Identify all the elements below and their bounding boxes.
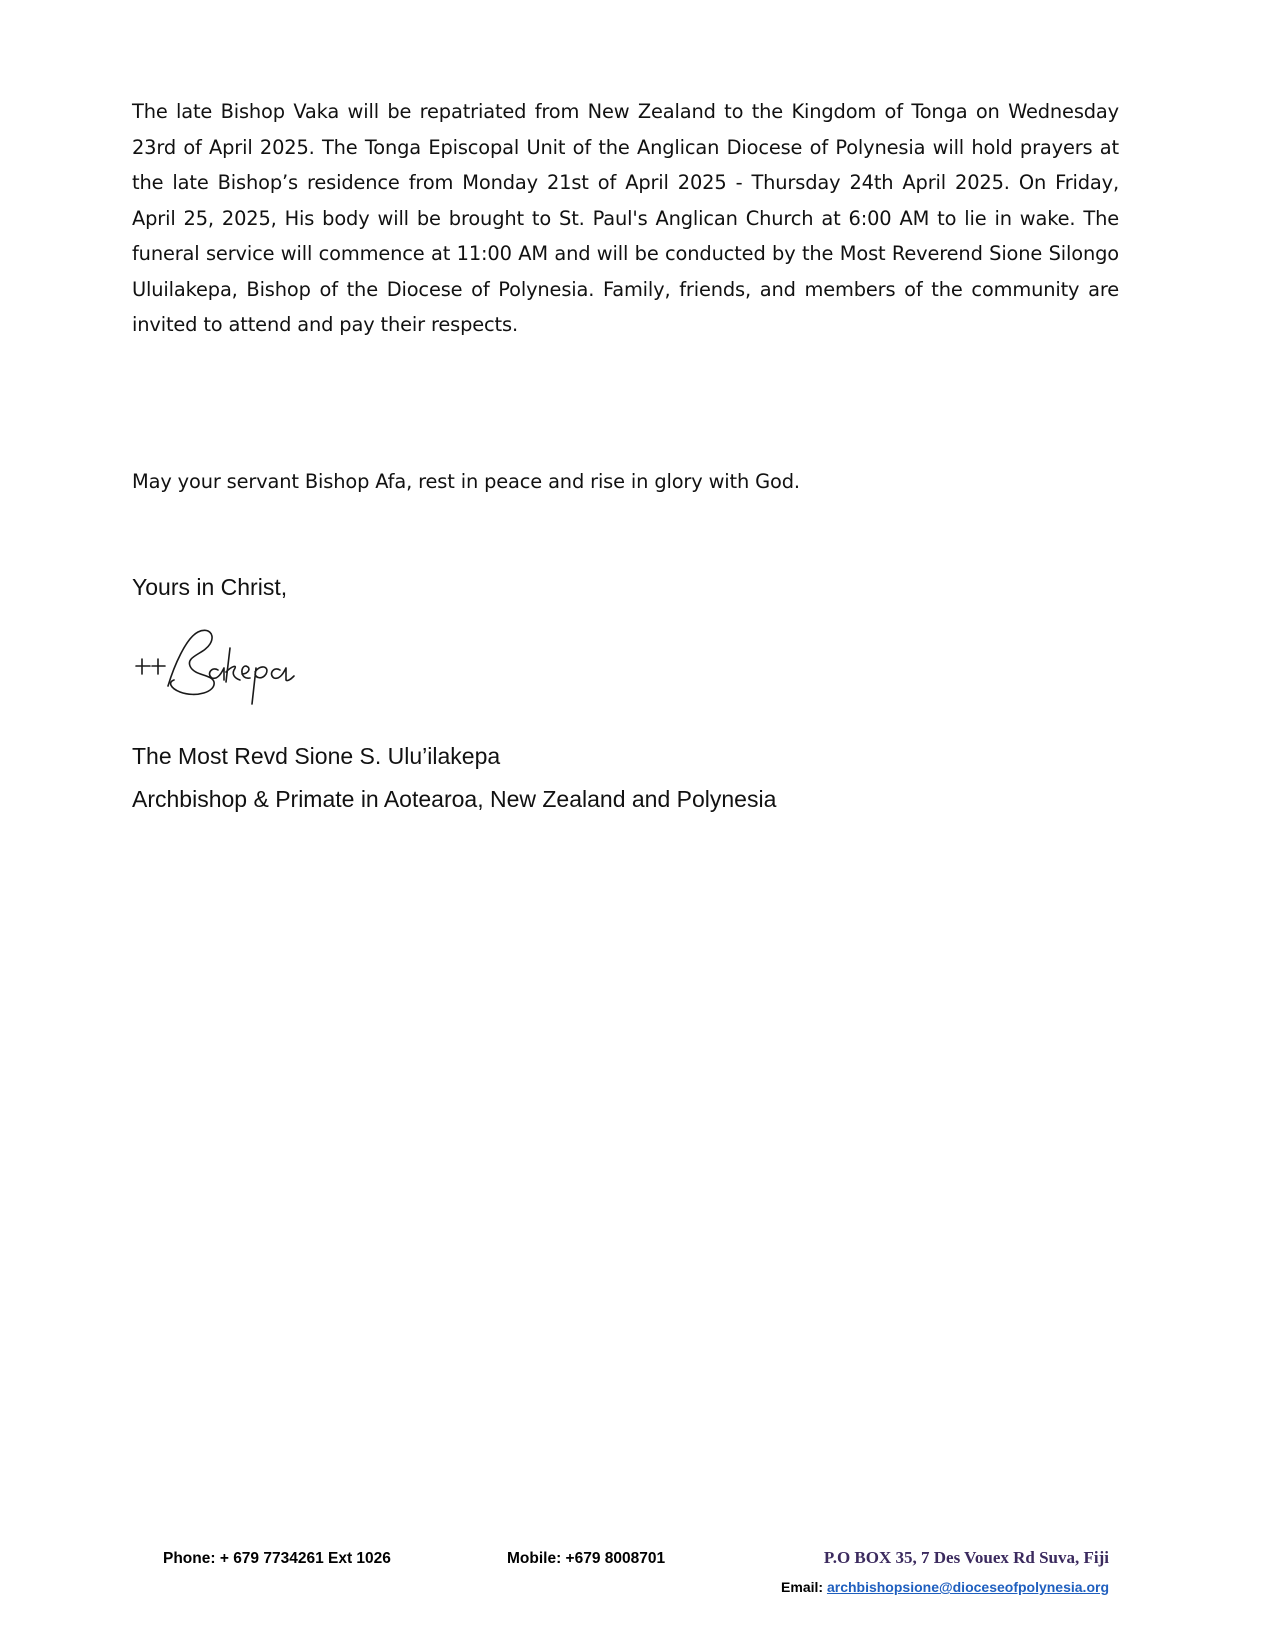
closing-salutation: Yours in Christ, bbox=[132, 574, 288, 600]
footer-phone: Phone: + 679 7734261 Ext 1026 bbox=[163, 1550, 391, 1567]
footer-address: P.O BOX 35, 7 Des Vouex Rd Suva, Fiji bbox=[823, 1548, 1109, 1567]
letter-body-paragraph: The late Bishop Vaka will be repatriated from New Zealand to the Kingdom of Tonga on Wednesday 23rd of April 2025. The Tonga Episcopal Unit of the Anglican Diocese of Polynesia will hold prayers at the late Bishop’s residence from Monday 21st of April 2025 - Thursday 24th April 2025. On Friday, April 25, 2025, His body will be brought to St. Paul's Anglican Church at 6:00 AM to lie in wake. The funeral service will commence at 11:00 AM and will be conducted by the Most Reverend Sione Silongo Uluilakepa, Bishop of the Diocese of Polynesia. Family, friends, and members of the community are invited to attend and pay their respects. bbox=[132, 100, 1119, 336]
handwritten-signature bbox=[134, 626, 309, 708]
prayer-line: May your servant Bishop Afa, rest in peace and rise in glory with God. bbox=[132, 470, 800, 493]
footer-email-label: Email: bbox=[781, 1579, 827, 1595]
footer-email-link[interactable]: archbishopsione@dioceseofpolynesia.org bbox=[826, 1579, 1109, 1595]
footer-mobile: Mobile: +679 8008701 bbox=[507, 1550, 666, 1567]
signer-title: Archbishop & Primate in Aotearoa, New Zealand and Polynesia bbox=[132, 786, 777, 812]
footer-email-line bbox=[781, 1578, 1109, 1596]
signer-name: The Most Revd Sione S. Ulu’ilakepa bbox=[132, 743, 501, 769]
